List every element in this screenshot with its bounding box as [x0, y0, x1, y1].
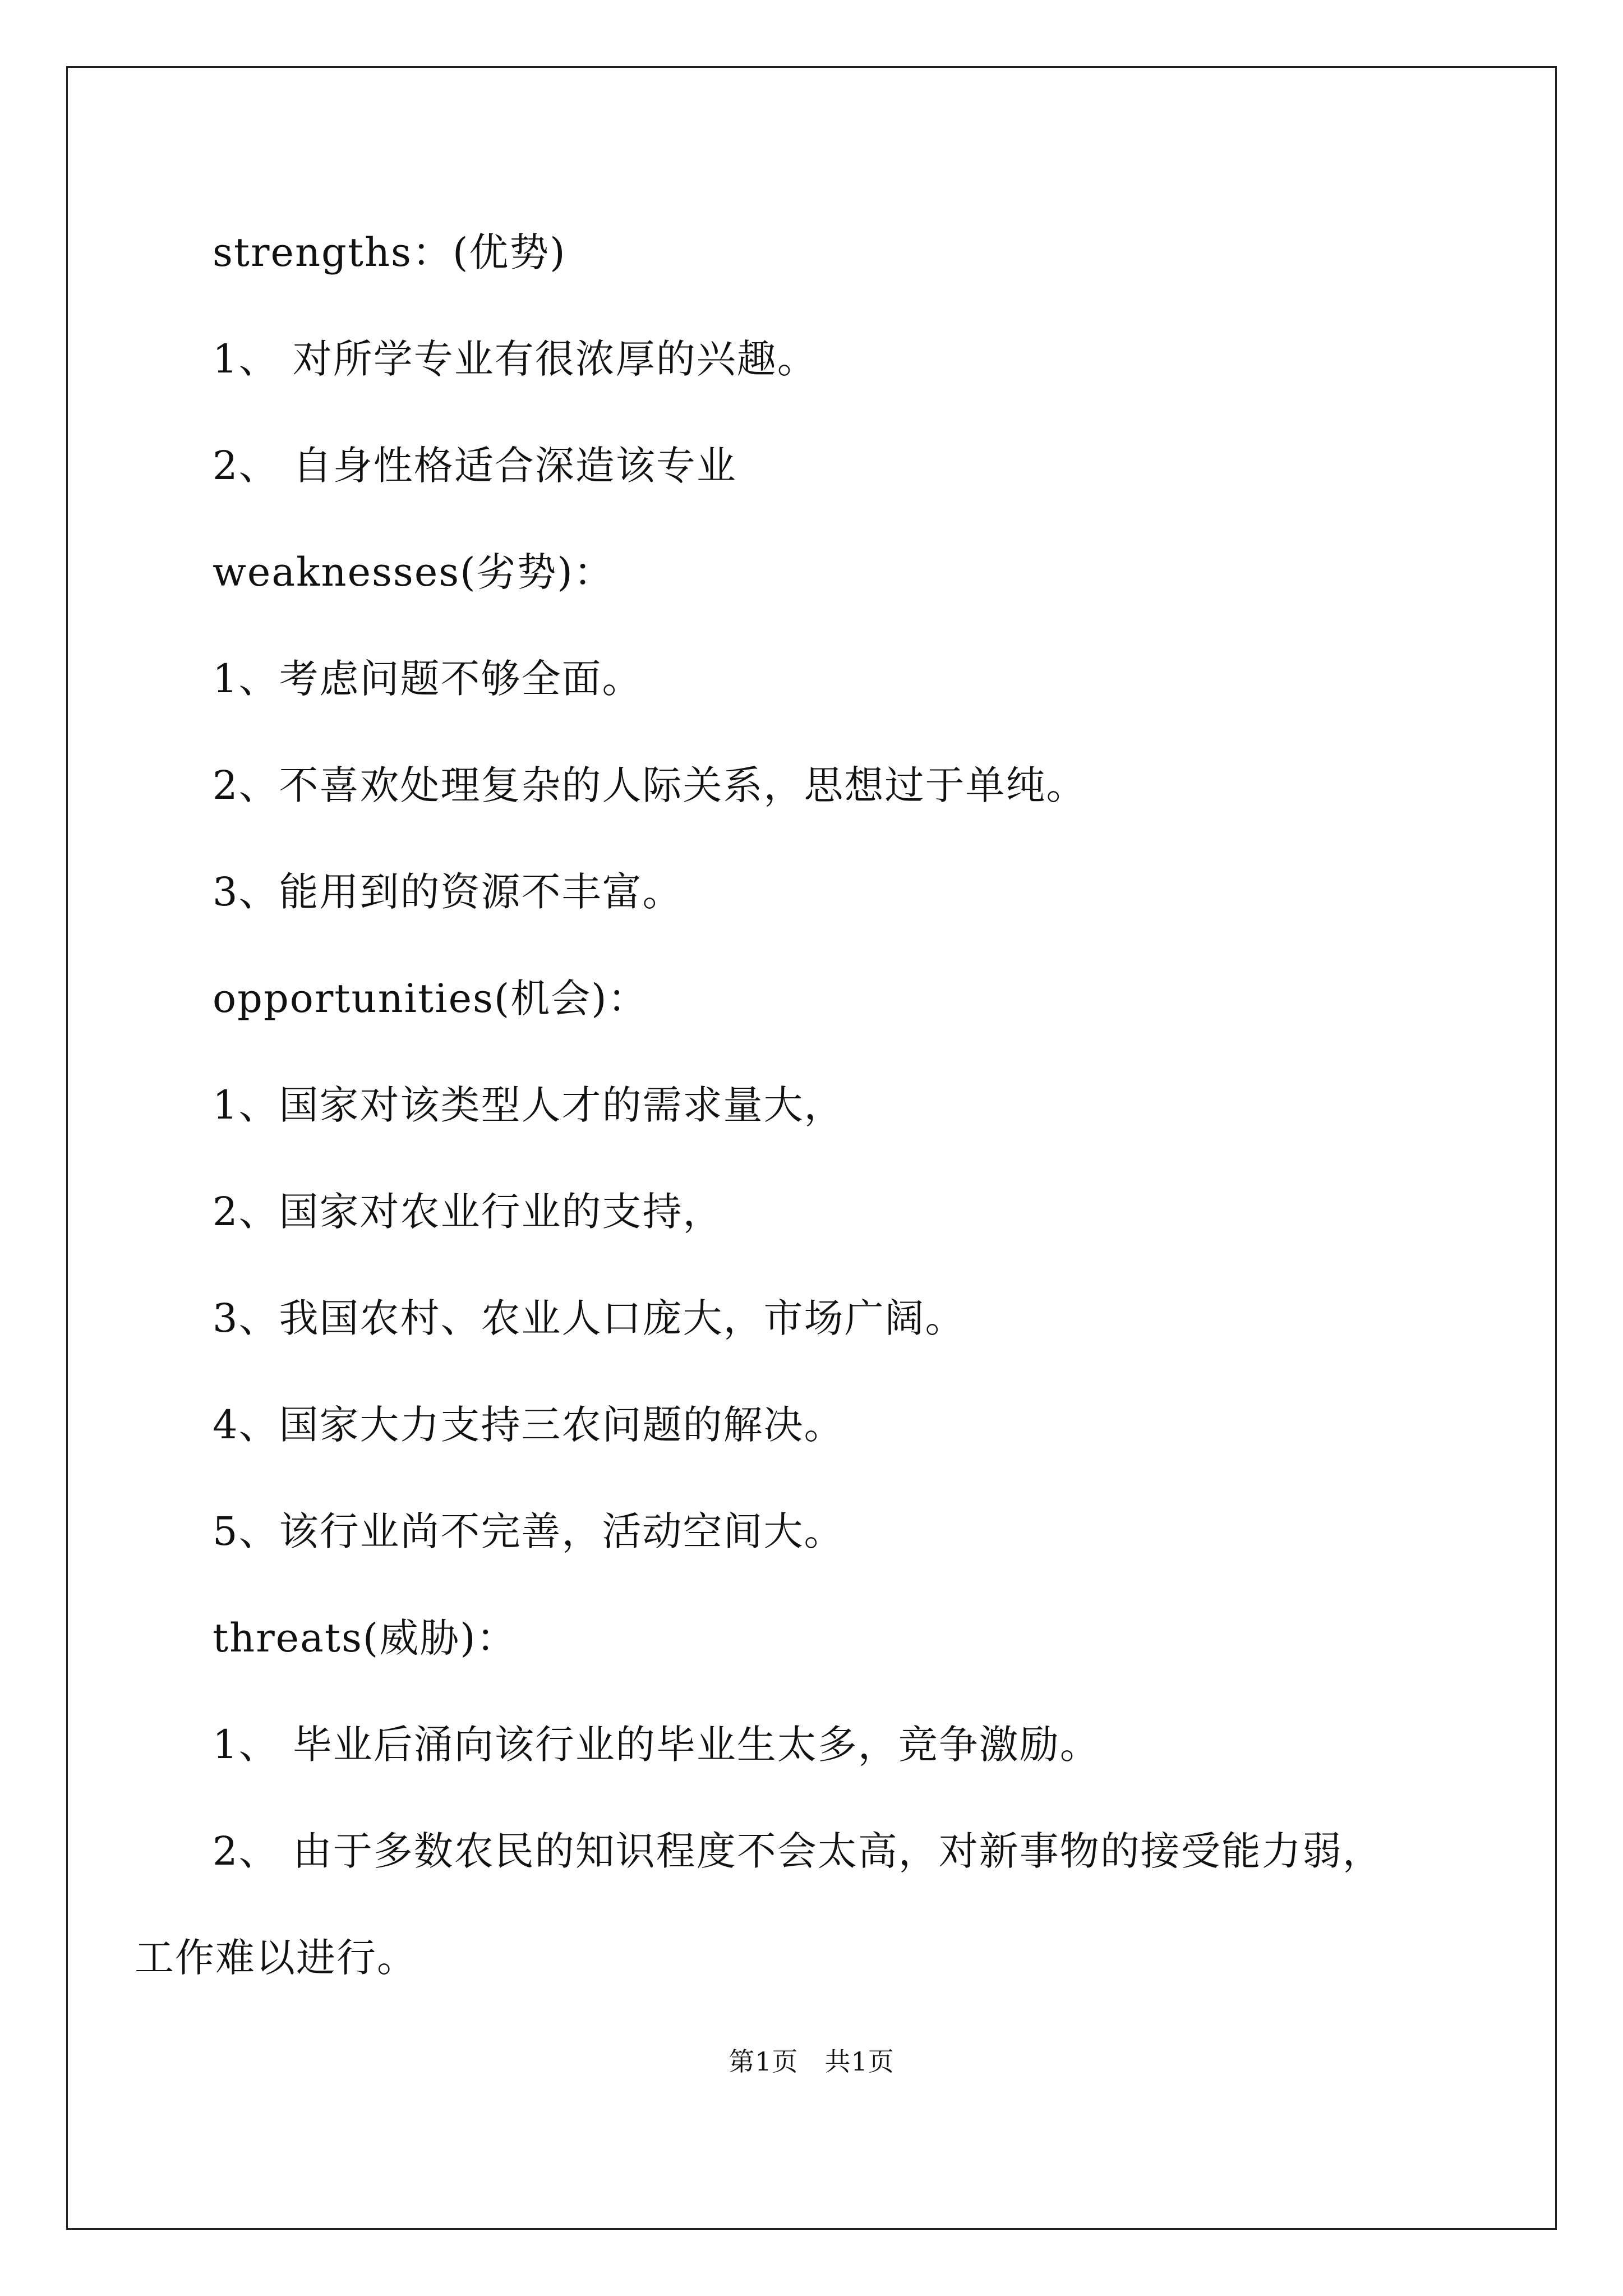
weakness-item-3: 3、能用到的资源不丰富。: [213, 869, 683, 915]
threat-item-2-continuation: 工作难以进行。: [135, 1935, 417, 1981]
opportunity-item-1: 1、国家对该类型人才的需求量大，: [213, 1082, 845, 1128]
opportunities-heading: opportunities(机会)：: [213, 976, 648, 1022]
threats-heading: threats(威胁)：: [213, 1615, 517, 1661]
weakness-item-2: 2、不喜欢处理复杂的人际关系，思想过于单纯。: [213, 762, 1087, 808]
opportunity-item-2: 2、国家对农业行业的支持，: [213, 1189, 723, 1235]
opportunity-item-5: 5、该行业尚不完善，活动空间大。: [213, 1508, 845, 1554]
threat-item-1: 1、 毕业后涌向该行业的毕业生太多，竞争激励。: [213, 1722, 1100, 1768]
strength-item-2: 2、 自身性格适合深造该专业: [213, 443, 737, 489]
opportunity-item-3: 3、我国农村、农业人口庞大，市场广阔。: [213, 1295, 966, 1341]
opportunity-item-4: 4、国家大力支持三农问题的解决。: [213, 1402, 845, 1448]
weakness-item-1: 1、考虑问题不够全面。: [213, 656, 643, 702]
strength-item-1: 1、 对所学专业有很浓厚的兴趣。: [213, 336, 818, 382]
page-border: [66, 66, 1557, 2230]
page-number: 第1页 共1页: [728, 2046, 895, 2077]
strengths-heading: strengths：(优势): [213, 229, 566, 275]
weaknesses-heading: weaknesses(劣势)：: [213, 549, 614, 595]
threat-item-2: 2、 由于多数农民的知识程度不会太高，对新事物的接受能力弱，: [213, 1828, 1383, 1874]
